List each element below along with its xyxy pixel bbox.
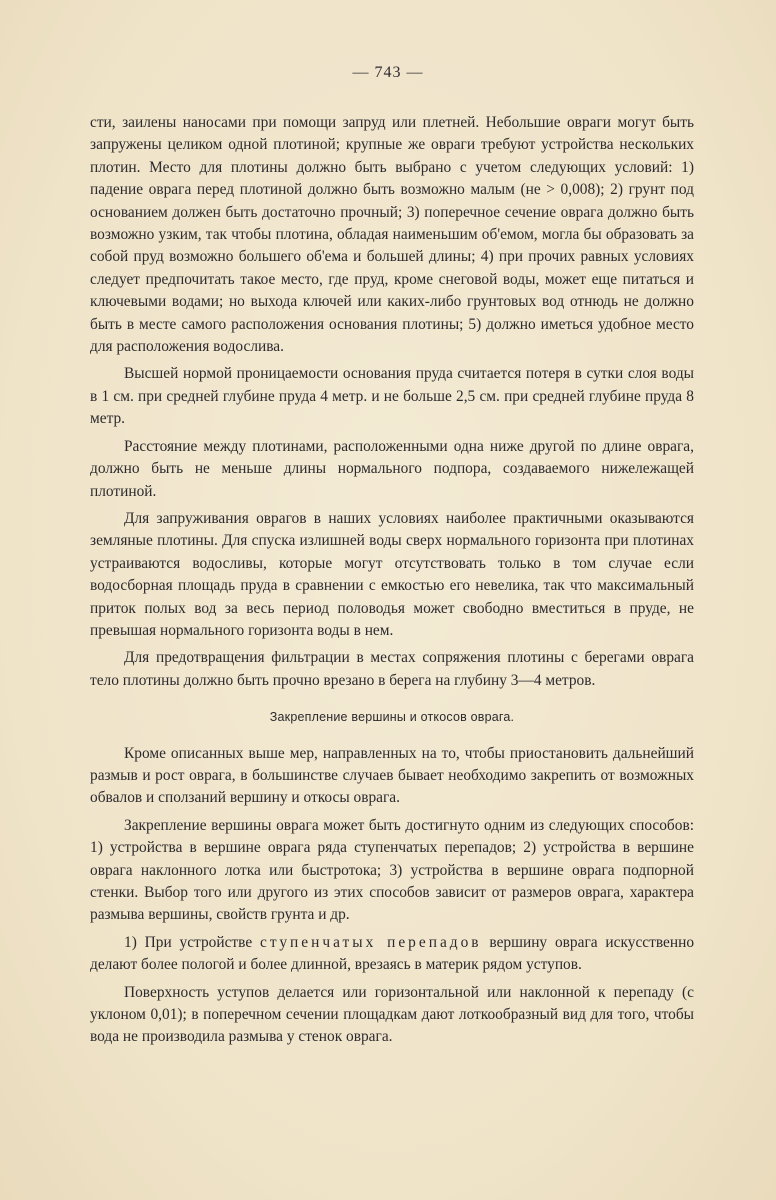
body-text (90, 112, 694, 1049)
paragraph: Расстояние между плотинами, расположенными одна ниже другой по длине оврага, должно быть не меньше длины нормального подпора, создаваемого нижележащей плотиной. (90, 437, 694, 500)
page-number: — 743 — (352, 64, 424, 81)
paragraph (90, 932, 694, 977)
paragraph: Поверхность уступов делается или горизонтальной или наклонной к перепаду (с уклоном 0,01); в поперечном сечении площадкам дают лоткообразный вид для того, чтобы вода не производила размыва у стенок оврага. (90, 983, 694, 1046)
emphasized-term: ступенчатых перепадов (260, 933, 482, 951)
section-heading: Закрепление вершины и откосов оврага. (269, 710, 515, 725)
paragraph: Кроме описанных выше мер, направленных на то, чтобы приостановить дальнейший размыв и рост оврага, в большинстве случаев бывает необходимо закрепить от возможных обвалов и сползаний вершину и откосы оврага. (90, 744, 694, 807)
paragraph: сти, заилены наносами при помощи запруд или плетней. Небольшие овраги могут быть запружены целиком одной плотиной; крупные же овраги требуют устройства нескольких плотин. Место для плотины должно быть выбрано с учетом следующих условий: 1) падение оврага перед плотиной должно быть возможно малым (не > 0,008); 2) грунт под основанием должен быть достаточно прочный; 3) поперечное сечение оврага должно быть возможно узким, так чтобы плотина, обладая наименьшим об'емом, могла бы образовать за собой пруд возможно большего об'ема и большей длины; 4) при прочих равных условиях следует предпочитать такое место, где пруд, кроме снеговой воды, может еще питаться и ключевыми водами; но выхода ключей или каких-либо грунтовых вод отнюдь не должно быть в месте самого расположения основания плотины; 5) должно иметься удобное место для расположения водослива. (90, 114, 694, 356)
paragraph: Для запруживания оврагов в наших условиях наиболее практичными оказываются земляные плотины. Для спуска излишней воды сверх нормального горизонта при плотинах устраиваются водосливы, которые могут отсутствовать только в том случае если водосборная площадь пруда в сравнении с емкостью его невелика, так что максимальный приток полых вод за весь период половодья может свободно вместиться в пруде, не превышая нормального горизонта воды в нем. (90, 509, 694, 639)
paragraph: Закрепление вершины оврага может быть достигнуто одним из следующих способов: 1) устройства в вершине оврага ряда ступенчатых перепадов; 2) устройства в вершине оврага наклонного лотка или быстротока; 3) устройства в вершине оврага подпорной стенки. Выбор того или другого из этих способов зависит от размеров оврага, характера размыва вершины, свойств грунта и др. (90, 816, 694, 924)
paragraph: Для предотвращения фильтрации в местах сопряжения плотины с берегами оврага тело плотины должно быть прочно врезано в берега на глубину 3—4 метров. (90, 649, 694, 689)
paragraph: Высшей нормой проницаемости основания пруда считается потеря в сутки слоя воды в 1 см. при средней глубине пруда 4 метр. и не больше 2,5 см. при средней глубине пруда 8 метр. (90, 365, 694, 428)
paragraph-start: 1) При устройстве (124, 933, 260, 951)
paragraph-end: вершину оврага искусственно делают более пологой и более длинной, врезаясь в материк рядом уступов. (90, 933, 695, 974)
